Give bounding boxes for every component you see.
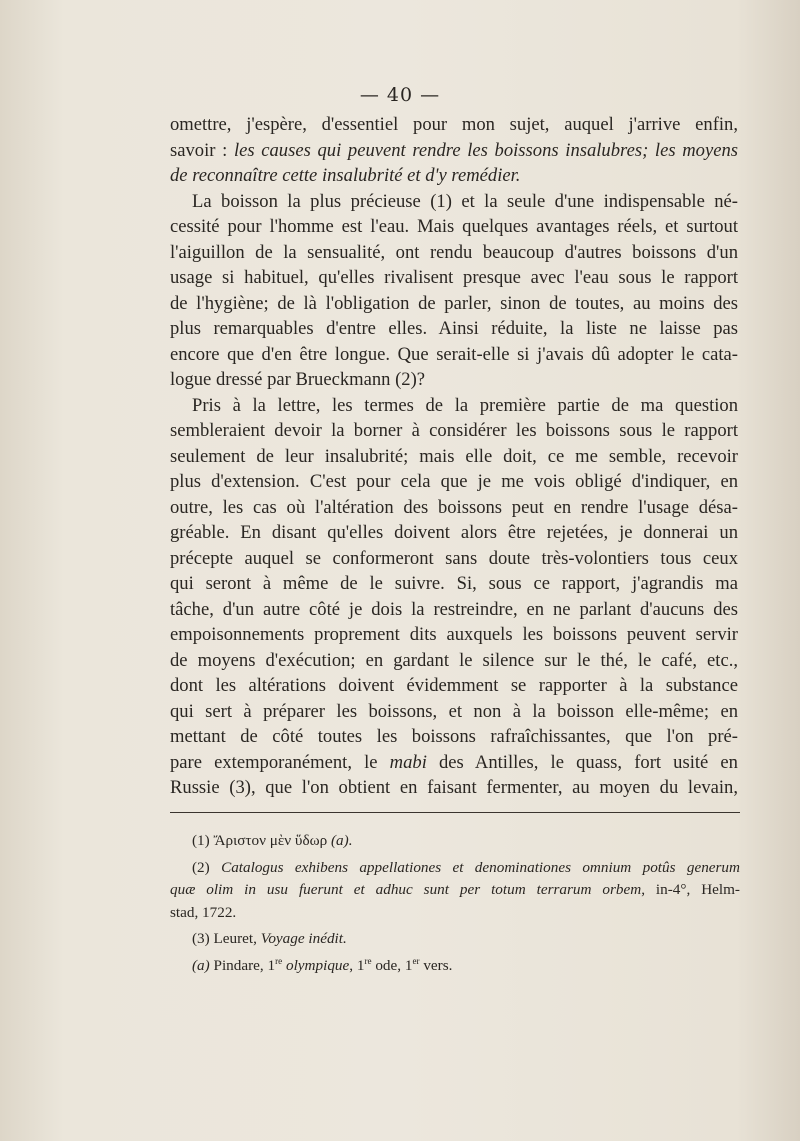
text-segment: stad, 1722.	[170, 903, 237, 921]
footnote-2	[170, 857, 740, 925]
text-segment: pare extemporanément, le	[170, 751, 390, 773]
footnote-a	[192, 955, 740, 978]
text-line: plus remarquables d'entre elles. Ainsi réduite, la liste ne laisse pas	[170, 318, 738, 339]
text-line: qui seront à même de le suivre. Si, sous ce rapport, j'agrandis ma	[170, 573, 738, 594]
footnote-marker: (2)	[192, 858, 222, 876]
italic-word: olympique	[282, 956, 350, 974]
work-title: Voyage inédit.	[260, 930, 347, 948]
text-segment: savoir :	[170, 139, 234, 161]
italic-word: mabi	[389, 751, 427, 773]
superscript: re	[275, 955, 283, 966]
text-line: précepte auquel se conformeront sans doute très-volontiers tous ceux	[170, 547, 738, 569]
footnotes	[170, 830, 740, 978]
footnote-ref: (a).	[327, 832, 353, 849]
text-line: dont les altérations doivent évidemment se rapporter à la substance	[170, 675, 738, 696]
footnote-1	[192, 830, 740, 853]
text-line: empoisonnements proprement dits auxquels les boissons peuvent servir	[170, 624, 738, 645]
text-segment: Pindare, 1	[213, 956, 276, 974]
text-line	[170, 138, 738, 164]
text-line: plus d'extension. C'est pour cela que je me vois obligé d'indiquer, en	[170, 471, 738, 492]
author-name: Leuret,	[213, 930, 261, 948]
footnote-marker: (a)	[192, 956, 214, 974]
body-text	[170, 112, 738, 801]
superscript: er	[412, 955, 420, 966]
text-line: logue dressé par Brueckmann (2)?	[170, 369, 426, 390]
text-line: outre, les cas où l'altération des boissons peut en rendre l'usage désa-	[170, 496, 738, 518]
text-line: cessité pour l'homme est l'eau. Mais quelques avantages réels, et surtout	[170, 216, 738, 237]
footnote-divider	[170, 812, 740, 813]
paragraph-start: Pris à la lettre, les termes de la première partie de ma question	[192, 394, 738, 416]
text-line: Russie (3), que l'on obtient en faisant fermenter, au moyen du levain,	[170, 777, 738, 798]
footnote-marker: (1)	[192, 832, 214, 849]
text-segment: vers.	[419, 956, 453, 974]
text-segment: , 1	[349, 956, 365, 974]
text-line: de l'hygiène; de là l'obligation de parler, sinon de toutes, au moins des	[170, 292, 738, 314]
text-line: gréable. En disant qu'elles doivent alors être rejetées, je donnerai un	[170, 522, 738, 543]
text-line: encore que d'en être longue. Que serait-elle si j'avais dû adopter le cata-	[170, 343, 738, 365]
paragraph-start: La boisson la plus précieuse (1) et la seule d'une indispensable né-	[192, 190, 738, 212]
text-line: usage si habituel, qu'elles rivalisent presque avec l'eau sous le rapport	[170, 267, 738, 288]
text-line: tâche, d'un autre côté je dois la restreindre, en ne parlant d'aucuns des	[170, 598, 738, 620]
text-line: de moyens d'exécution; en gardant le silence sur le thé, le café, etc.,	[170, 649, 738, 671]
text-line: qui sert à préparer les boissons, et non à la boisson elle-même; en	[170, 700, 738, 722]
greek-quote: Ἄριστον μὲν ὕδωρ	[213, 832, 328, 849]
page-number: — 40 —	[359, 84, 441, 106]
text-segment: , in-4°, Helm-	[641, 881, 740, 899]
text-line	[170, 750, 738, 776]
text-segment: ode, 1	[371, 956, 413, 974]
text-line: sembleraient devoir la borner à considérer les boissons sous le rapport	[170, 420, 738, 441]
text-line: seulement de leur insalubrité; mais elle doit, ce me semble, recevoir	[170, 445, 738, 467]
footnote-marker: (3)	[192, 930, 214, 948]
text-segment: des Antilles, le quass, fort usité en	[426, 751, 738, 773]
catalogue-title-cont: quæ olim in usu fuerunt et adhuc sunt per totum terrarum orbem	[170, 881, 642, 899]
text-line: l'aiguillon de la sensualité, ont rendu beaucoup d'autres boissons d'un	[170, 241, 738, 263]
catalogue-title: Catalogus exhibens appellationes et denominationes omnium potûs generum	[221, 858, 740, 876]
italic-phrase: les causes qui peuvent rendre les boissons insalubres; les moyens	[233, 139, 738, 161]
footnote-3	[192, 928, 740, 951]
italic-phrase: de reconnaître cette insalubrité et d'y remédier.	[170, 165, 521, 186]
text-line: mettant de côté toutes les boissons rafraîchissantes, que l'on pré-	[170, 726, 738, 747]
text-line: omettre, j'espère, d'essentiel pour mon sujet, auquel j'arrive enfin,	[170, 114, 738, 135]
superscript: re	[364, 955, 372, 966]
text-line	[170, 163, 738, 189]
